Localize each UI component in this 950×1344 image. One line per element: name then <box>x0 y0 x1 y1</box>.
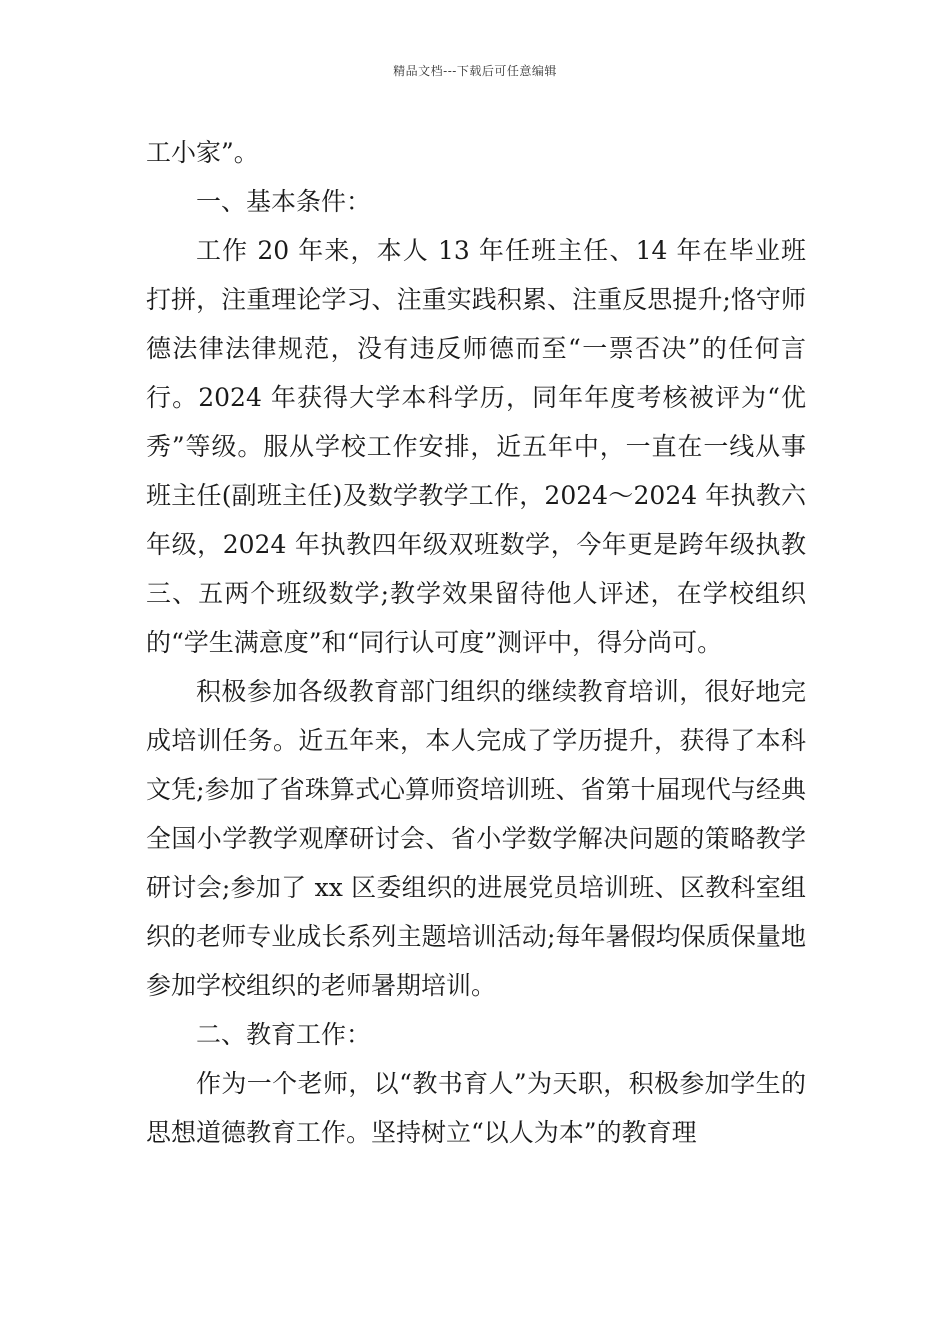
paragraph-training: 积极参加各级教育部门组织的继续教育培训，很好地完成培训任务。近五年来，本人完成了学历提升，获得了本科文凭;参加了省珠算式心算师资培训班、省第十届现代与经典全国小学教学观摩研讨会、省小学数学解决问题的策略教学研讨会;参加了 xx 区委组织的进展党员培训班、区教科室组织的老师专业成长系列主题培训活动;每年暑假均保质保量地参加学校组织的老师暑期培训。 <box>146 677 806 1000</box>
section-heading-education-work: 二、教育工作： <box>196 1020 372 1049</box>
paragraph-education-philosophy: 作为一个老师，以“教书育人”为天职，积极参加学生的思想道德教育工作。坚持树立“以人为本”的教育理 <box>146 1069 806 1147</box>
paragraph-continuation: 工小家”。 <box>146 138 259 167</box>
page-header-watermark: 精品文档---下载后可任意编辑 <box>393 64 557 78</box>
document-body <box>146 128 806 1157</box>
section-heading-basic-conditions: 一、基本条件： <box>196 187 372 216</box>
paragraph-work-history: 工作 20 年来，本人 13 年任班主任、14 年在毕业班打拼，注重理论学习、注重实践积累、注重反思提升;恪守师德法律法律规范，没有违反师德而至“一票否决”的任何言行。2024 年获得大学本科学历，同年年度考核被评为“优秀”等级。服从学校工作安排，近五年中，一直在一线从事班主任(副班主任)及数学教学工作，2024～2024 年执教六年级，2024 年执教四年级双班数学，今年更是跨年级执教三、五两个班级数学;教学效果留待他人评述，在学校组织的“学生满意度”和“同行认可度”测评中，得分尚可。 <box>146 236 806 657</box>
